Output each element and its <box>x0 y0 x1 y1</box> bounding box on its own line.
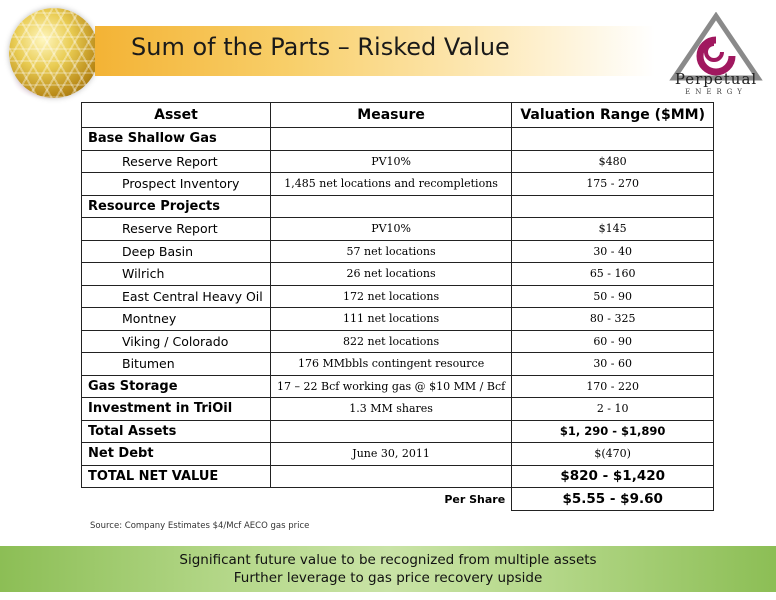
asset-cell: Reserve Report <box>82 150 271 173</box>
table-row <box>82 375 714 398</box>
measure-cell: 17 – 22 Bcf working gas @ $10 MM / Bcf <box>271 375 512 398</box>
asset-cell: Prospect Inventory <box>82 173 271 196</box>
range-cell: $1, 290 - $1,890 <box>512 420 714 443</box>
table-row <box>82 173 714 196</box>
measure-cell: 822 net locations <box>271 330 512 353</box>
measure-cell <box>271 128 512 151</box>
asset-cell: Viking / Colorado <box>82 330 271 353</box>
table-row <box>82 420 714 443</box>
range-cell: 80 - 325 <box>512 308 714 331</box>
table-row <box>82 128 714 151</box>
measure-cell: PV10% <box>271 150 512 173</box>
slide-title: Sum of the Parts – Risked Value <box>131 33 510 61</box>
measure-cell: 1,485 net locations and recompletions <box>271 173 512 196</box>
asset-cell: Gas Storage <box>82 375 271 398</box>
table-row <box>82 398 714 421</box>
range-cell: 30 - 40 <box>512 240 714 263</box>
table-row <box>82 465 714 488</box>
asset-cell: Resource Projects <box>82 195 271 218</box>
footer-line-2: Further leverage to gas price recovery upside <box>233 570 543 586</box>
table-row <box>82 353 714 376</box>
table-header-row <box>82 103 714 128</box>
asset-cell: Reserve Report <box>82 218 271 241</box>
range-cell: 170 - 220 <box>512 375 714 398</box>
measure-cell <box>271 465 512 488</box>
asset-cell: Base Shallow Gas <box>82 128 271 151</box>
measure-cell <box>271 420 512 443</box>
asset-cell: TOTAL NET VALUE <box>82 465 271 488</box>
asset-cell: East Central Heavy Oil <box>82 285 271 308</box>
asset-cell: Wilrich <box>82 263 271 286</box>
asset-cell: Net Debt <box>82 443 271 466</box>
table-row <box>82 308 714 331</box>
range-cell: 50 - 90 <box>512 285 714 308</box>
logo-subtitle: ENERGY <box>685 88 747 96</box>
measure-cell: 172 net locations <box>271 285 512 308</box>
logo-wordmark: Perpetual <box>674 70 758 88</box>
asset-cell: Investment in TriOil <box>82 398 271 421</box>
range-cell: $480 <box>512 150 714 173</box>
measure-cell: PV10% <box>271 218 512 241</box>
per-share-label: Per Share <box>444 492 506 506</box>
range-cell <box>512 195 714 218</box>
range-cell: 175 - 270 <box>512 173 714 196</box>
measure-cell: 57 net locations <box>271 240 512 263</box>
measure-cell: 176 MMbbls contingent resource <box>271 353 512 376</box>
range-cell: 60 - 90 <box>512 330 714 353</box>
range-cell: 65 - 160 <box>512 263 714 286</box>
measure-cell: June 30, 2011 <box>271 443 512 466</box>
globe-graphic <box>9 8 99 98</box>
empty-cell <box>82 488 271 511</box>
footer-banner <box>0 546 776 592</box>
table-row <box>82 150 714 173</box>
asset-cell: Montney <box>82 308 271 331</box>
measure-cell: 26 net locations <box>271 263 512 286</box>
footer-line-1: Significant future value to be recognized from multiple assets <box>179 552 597 568</box>
per-share-range: $5.55 - $9.60 <box>512 488 714 511</box>
header-measure: Measure <box>271 103 512 128</box>
range-cell: 2 - 10 <box>512 398 714 421</box>
measure-cell: 1.3 MM shares <box>271 398 512 421</box>
measure-cell <box>271 195 512 218</box>
range-cell: $820 - $1,420 <box>512 465 714 488</box>
per-share-row <box>82 488 714 511</box>
table-row <box>82 218 714 241</box>
asset-cell: Deep Basin <box>82 240 271 263</box>
valuation-table <box>81 102 714 511</box>
asset-cell: Total Assets <box>82 420 271 443</box>
range-cell <box>512 128 714 151</box>
table-row <box>82 285 714 308</box>
asset-cell: Bitumen <box>82 353 271 376</box>
range-cell: 30 - 60 <box>512 353 714 376</box>
header-valuation-range: Valuation Range ($MM) <box>512 103 714 128</box>
table-row <box>82 330 714 353</box>
table-row <box>82 263 714 286</box>
measure-cell: 111 net locations <box>271 308 512 331</box>
table-row <box>82 195 714 218</box>
range-cell: $(470) <box>512 443 714 466</box>
source-note: Source: Company Estimates $4/Mcf AECO gas price <box>90 521 310 531</box>
table-row <box>82 240 714 263</box>
table-row <box>82 443 714 466</box>
header-asset: Asset <box>82 103 271 128</box>
range-cell: $145 <box>512 218 714 241</box>
